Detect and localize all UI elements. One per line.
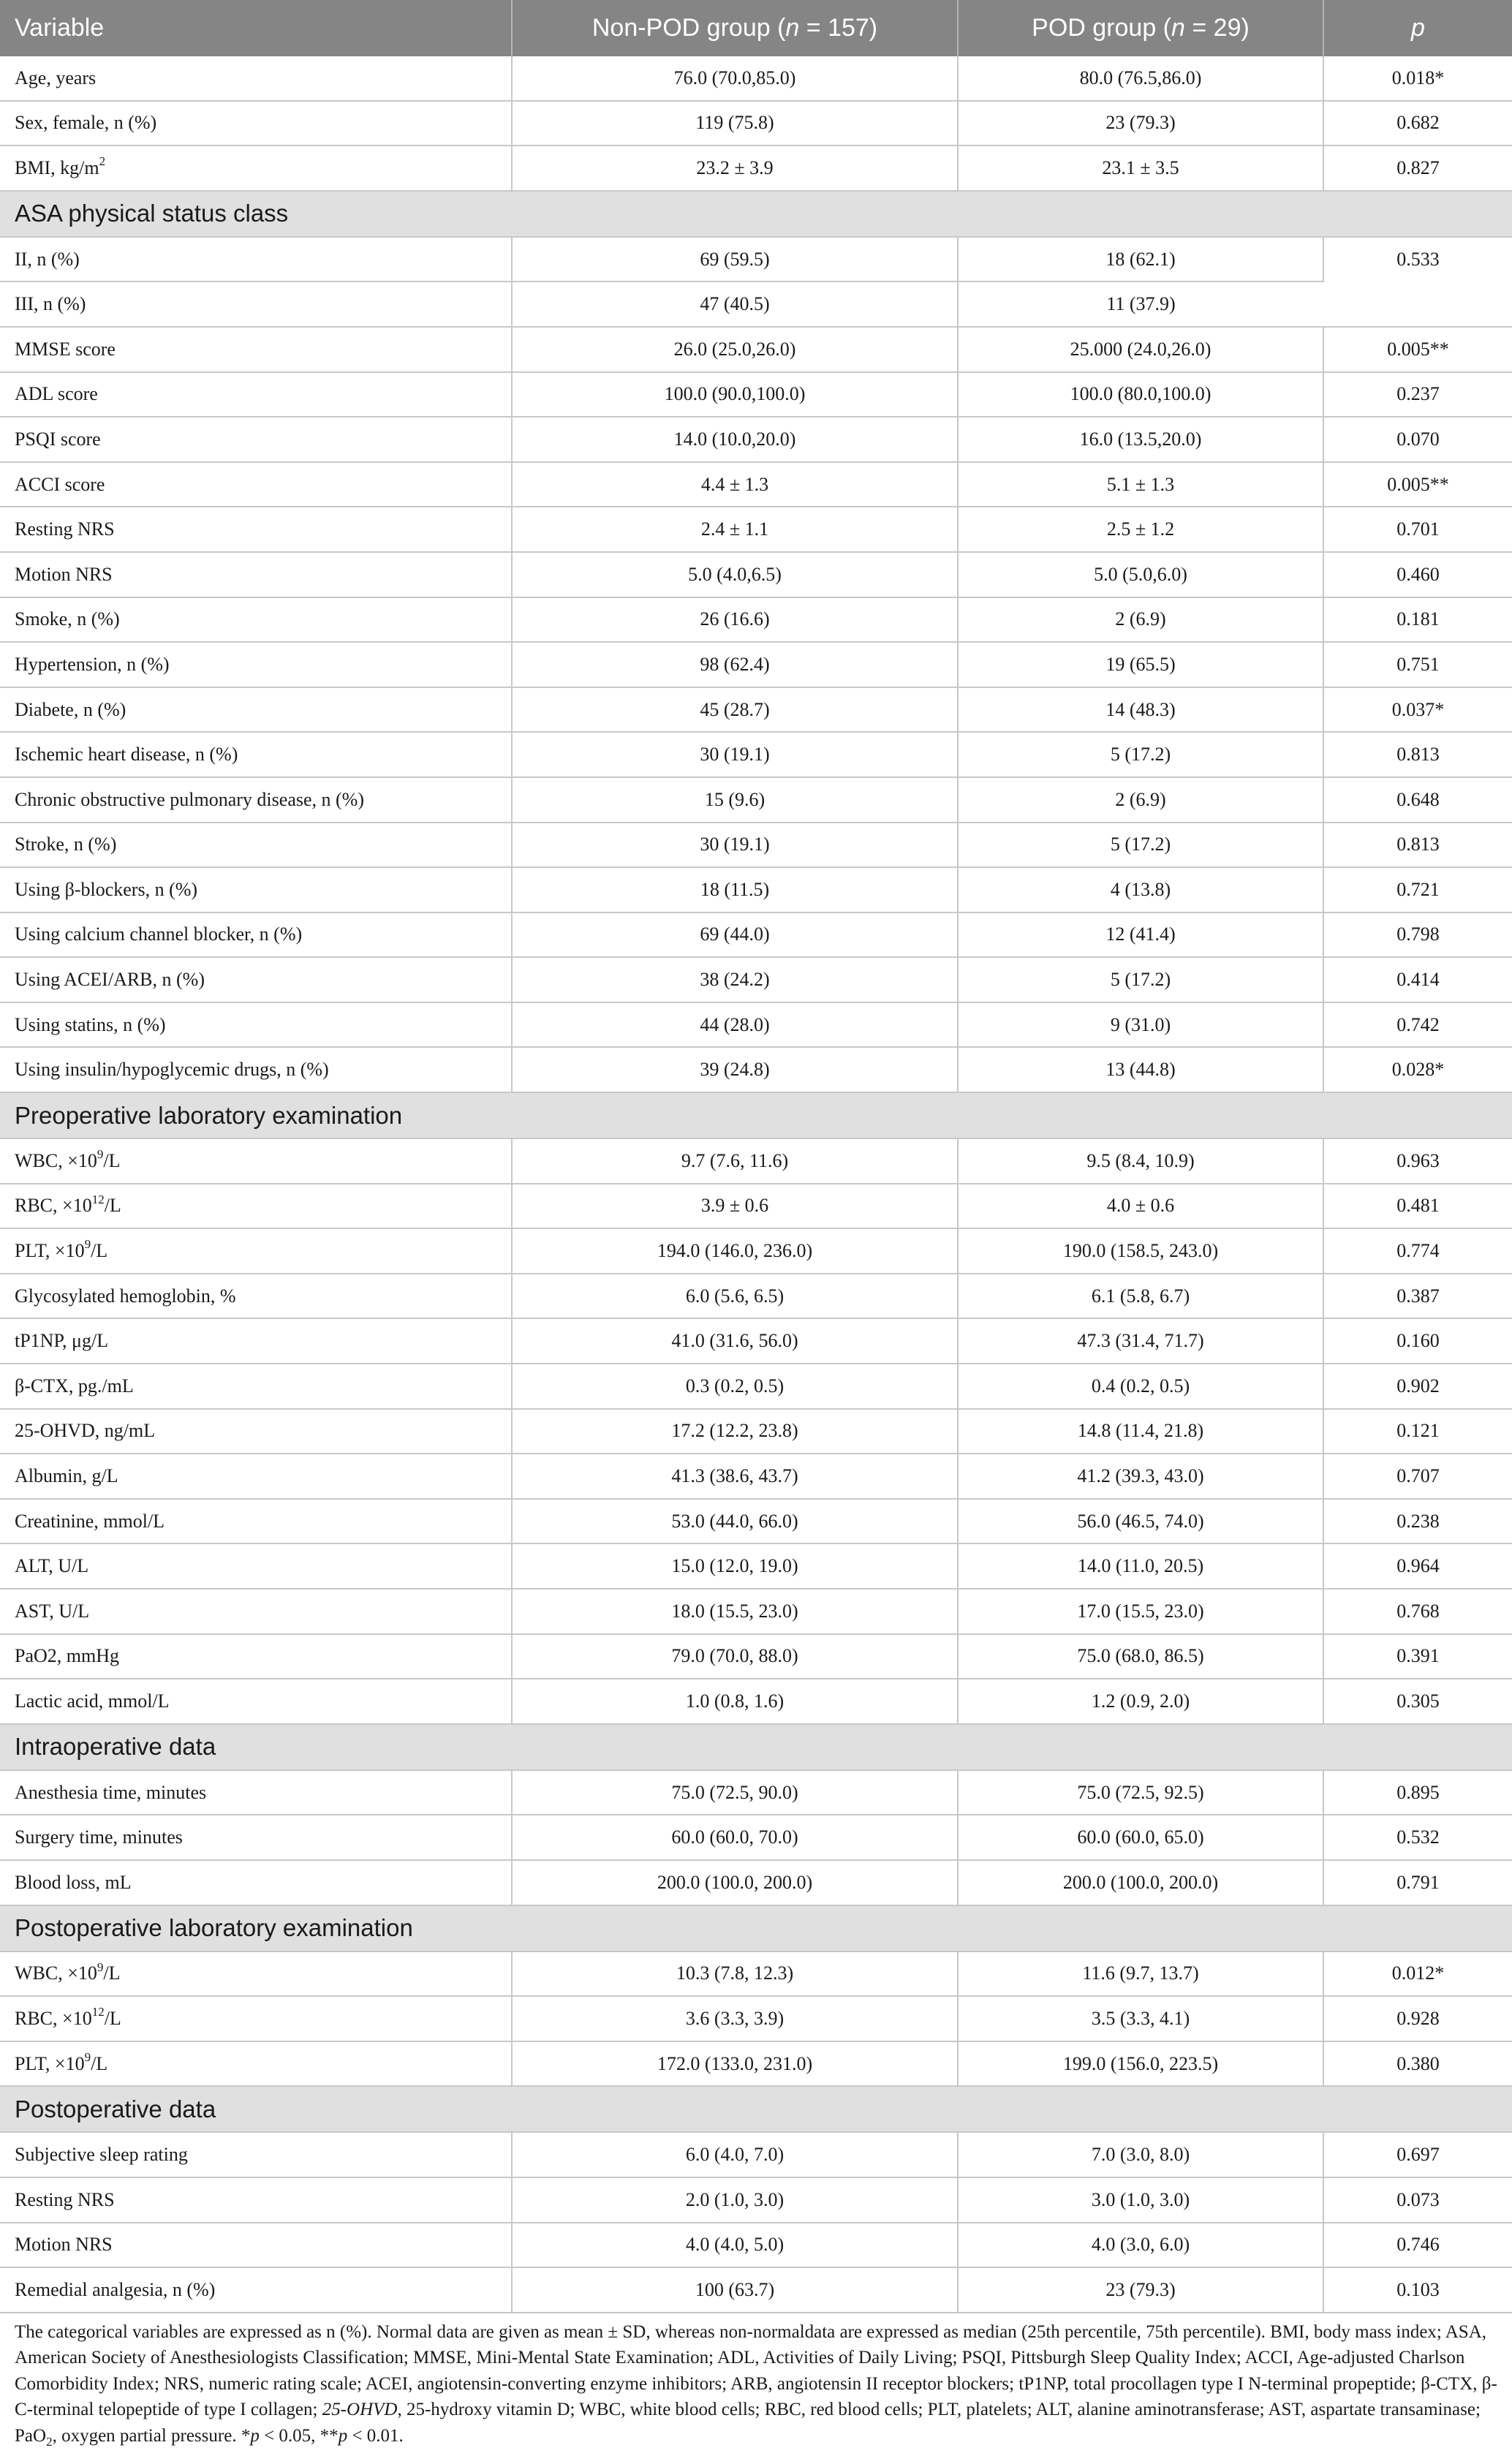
variable-cell: RBC, $\times 10^{12}/L$: [0, 1184, 512, 1229]
pod-value-cell: 60.0 (60.0, 65.0): [958, 1815, 1323, 1860]
pod-value-cell: 100.0 (80.0,100.0): [958, 372, 1323, 417]
non-pod-value-cell: 100 (63.7): [512, 2267, 958, 2313]
p-value-cell: 0.928: [1323, 1996, 1512, 2041]
table-row: [0, 372, 1512, 417]
pod-value-cell: 23 (79.3): [958, 101, 1323, 146]
p-value-cell: 0.707: [1323, 1454, 1512, 1499]
p-value-cell: 0.721: [1323, 867, 1512, 912]
p-value-cell: 0.648: [1323, 777, 1512, 823]
non-pod-value-cell: 194.0 (146.0, 236.0): [512, 1228, 958, 1274]
table-row: [0, 1138, 1512, 1184]
section-title: Postoperative laboratory examination: [0, 1905, 1512, 1951]
pod-value-cell: 3.0 (1.0, 3.0): [958, 2177, 1323, 2223]
variable-cell: Blood loss, mL: [0, 1860, 512, 1905]
non-pod-value-cell: 172.0 (133.0, 231.0): [512, 2041, 958, 2087]
non-pod-value-cell: 4.0 (4.0, 5.0): [512, 2223, 958, 2268]
non-pod-value-cell: 3.9 ± 0.6: [512, 1184, 958, 1229]
variable-cell: PSQI score: [0, 417, 512, 462]
p-value-cell: 0.028*: [1323, 1047, 1512, 1092]
p-value-cell: 0.813: [1323, 732, 1512, 777]
pod-value-cell: 11.6 (9.7, 13.7): [958, 1951, 1323, 1997]
non-pod-value-cell: 44 (28.0): [512, 1002, 958, 1048]
p-value-cell: 0.237: [1323, 372, 1512, 417]
variable-cell: Chronic obstructive pulmonary disease, n (%): [0, 777, 512, 823]
p-value-cell: 0.813: [1323, 823, 1512, 868]
p-value-cell: 0.005**: [1323, 462, 1512, 507]
variable-cell: Motion NRS: [0, 2223, 512, 2268]
variable-cell: Glycosylated hemoglobin, %: [0, 1274, 512, 1319]
table-row: [0, 507, 1512, 552]
variable-cell: Motion NRS: [0, 552, 512, 597]
table-row: [0, 867, 1512, 912]
variable-cell: Creatinine, mmol/L: [0, 1499, 512, 1544]
variable-cell: Sex, female, n (%): [0, 101, 512, 146]
variable-cell: Subjective sleep rating: [0, 2132, 512, 2177]
table-row: [0, 1274, 1512, 1319]
pod-value-cell: 5.1 ± 1.3: [958, 462, 1323, 507]
table-row: [0, 327, 1512, 372]
p-value-cell: 0.037*: [1323, 687, 1512, 733]
table-row: [0, 1409, 1512, 1454]
pod-value-cell: 5.0 (5.0,6.0): [958, 552, 1323, 597]
variable-cell: PLT, $\times 10^9/L$: [0, 2041, 512, 2087]
section-title: Postoperative data: [0, 2086, 1512, 2132]
table-row: [0, 1770, 1512, 1815]
non-pod-value-cell: 200.0 (100.0, 200.0): [512, 1860, 958, 1905]
pod-value-cell: 1.2 (0.9, 2.0): [958, 1679, 1323, 1724]
section-title: Intraoperative data: [0, 1724, 1512, 1770]
p-value-cell: 0.701: [1323, 507, 1512, 552]
pod-value-cell: 16.0 (13.5,20.0): [958, 417, 1323, 462]
non-pod-value-cell: 119 (75.8): [512, 101, 958, 146]
table-row: [0, 2041, 1512, 2087]
p-value-cell: 0.238: [1323, 1499, 1512, 1544]
variable-cell: Resting NRS: [0, 2177, 512, 2223]
variable-cell: BMI, $kg/m^2$: [0, 146, 512, 191]
table-row: [0, 1318, 1512, 1364]
pod-value-cell: 75.0 (68.0, 86.5): [958, 1634, 1323, 1679]
non-pod-value-cell: 79.0 (70.0, 88.0): [512, 1634, 958, 1679]
variable-cell: Stroke, n (%): [0, 823, 512, 868]
variable-cell: III, n (%): [0, 281, 512, 327]
section-header-row: [0, 1905, 1512, 1951]
pod-value-cell: 47.3 (31.4, 71.7): [958, 1318, 1323, 1364]
table-row: [0, 732, 1512, 777]
pod-value-cell: 13 (44.8): [958, 1047, 1323, 1092]
table-row: [0, 1364, 1512, 1409]
non-pod-value-cell: 10.3 (7.8, 12.3): [512, 1951, 958, 1997]
table-row: [0, 237, 1512, 282]
non-pod-value-cell: 38 (24.2): [512, 957, 958, 1002]
p-value-cell: 0.160: [1323, 1318, 1512, 1364]
non-pod-value-cell: 98 (62.4): [512, 642, 958, 687]
pod-value-cell: 14 (48.3): [958, 687, 1323, 733]
variable-cell: ACCI score: [0, 462, 512, 507]
table-row: [0, 146, 1512, 191]
table-row: [0, 552, 1512, 597]
variable-cell: Using calcium channel blocker, n (%): [0, 912, 512, 958]
section-title: Preoperative laboratory examination: [0, 1092, 1512, 1138]
pod-value-cell: 6.1 (5.8, 6.7): [958, 1274, 1323, 1319]
pod-value-cell: 190.0 (158.5, 243.0): [958, 1228, 1323, 1274]
variable-cell: ALT, U/L: [0, 1543, 512, 1589]
p-value-cell: 0.768: [1323, 1589, 1512, 1634]
p-value-cell: 0.798: [1323, 912, 1512, 958]
variable-cell: Age, years: [0, 56, 512, 101]
pod-value-cell: 75.0 (72.5, 92.5): [958, 1770, 1323, 1815]
p-value-cell: 0.073: [1323, 2177, 1512, 2223]
non-pod-value-cell: 6.0 (5.6, 6.5): [512, 1274, 958, 1319]
p-value-cell: 0.070: [1323, 417, 1512, 462]
p-value-cell: 0.963: [1323, 1138, 1512, 1184]
p-value-cell: 0.414: [1323, 957, 1512, 1002]
pod-value-cell: 25.000 (24.0,26.0): [958, 327, 1323, 372]
p-value-cell: 0.774: [1323, 1228, 1512, 1274]
p-value-cell: 0.305: [1323, 1679, 1512, 1724]
section-title: ASA physical status class: [0, 191, 1512, 237]
pod-value-cell: 14.0 (11.0, 20.5): [958, 1543, 1323, 1589]
table-row: [0, 2223, 1512, 2268]
pod-value-cell: 200.0 (100.0, 200.0): [958, 1860, 1323, 1905]
non-pod-value-cell: 9.7 (7.6, 11.6): [512, 1138, 958, 1184]
variable-cell: Diabete, n (%): [0, 687, 512, 733]
p-value-cell: 0.895: [1323, 1770, 1512, 1815]
table-row: [0, 1996, 1512, 2041]
non-pod-value-cell: 41.0 (31.6, 56.0): [512, 1318, 958, 1364]
table-footnote: The categorical variables are expressed as n (%). Normal data are given as mean ± SD, whereas non-normaldata are expressed as median (25th percentile, 75th percentile). BMI, body mass index; ASA, American Society of Anesthesiologists Classification; MMSE, Mini-Mental State Examination; ADL, Activities of Daily Living; PSQI, Pittsburgh Sleep Quality Index; ACCI, Age-adjusted Charlson Comorbidity Index; NRS, numeric rating scale; ACEI, angiotensin-converting enzyme inhibitors; ARB, angiotensin II receptor blockers; tP1NP, total procollagen type I N-terminal propeptide; β-CTX, β-C-terminal telopeptide of type I collagen; 25-OHVD, 25-hydroxy vitamin D; WBC, white blood cells; RBC, red blood cells; PLT, platelets; ALT, alanine aminotransferase; AST, aspartate transaminase; PaO$_2$, oxygen partial pressure. *p < 0.05, **p < 0.01.: [15, 2321, 1497, 2449]
table-row: [0, 1543, 1512, 1589]
variable-cell: Hypertension, n (%): [0, 642, 512, 687]
pod-value-cell: 41.2 (39.3, 43.0): [958, 1454, 1323, 1499]
variable-cell: Remedial analgesia, n (%): [0, 2267, 512, 2313]
non-pod-value-cell: 76.0 (70.0,85.0): [512, 56, 958, 101]
pod-value-cell: 199.0 (156.0, 223.5): [958, 2041, 1323, 2087]
variable-cell: Resting NRS: [0, 507, 512, 552]
variable-cell: Using ACEI/ARB, n (%): [0, 957, 512, 1002]
p-value-cell: 0.103: [1323, 2267, 1512, 2313]
non-pod-value-cell: 26.0 (25.0,26.0): [512, 327, 958, 372]
pod-value-cell: 2.5 ± 1.2: [958, 507, 1323, 552]
variable-cell: RBC, $\times 10^{12}/L$: [0, 1996, 512, 2041]
table-row: [0, 2132, 1512, 2177]
pod-value-cell: 7.0 (3.0, 8.0): [958, 2132, 1323, 2177]
variable-cell: tP1NP, μg/L: [0, 1318, 512, 1364]
table-row: [0, 1589, 1512, 1634]
variable-cell: Using β-blockers, n (%): [0, 867, 512, 912]
variable-cell: MMSE score: [0, 327, 512, 372]
pod-value-cell: 4 (13.8): [958, 867, 1323, 912]
variable-cell: PLT, $\times 10^9/L$: [0, 1228, 512, 1274]
pod-value-cell: 18 (62.1): [958, 237, 1323, 282]
table-row: [0, 597, 1512, 643]
p-value-cell: 0.827: [1323, 146, 1512, 191]
p-value-cell: 0.460: [1323, 552, 1512, 597]
table-row: [0, 1454, 1512, 1499]
p-value-cell: 0.387: [1323, 1274, 1512, 1319]
pod-value-cell: 5 (17.2): [958, 732, 1323, 777]
pod-value-cell: 80.0 (76.5,86.0): [958, 56, 1323, 101]
table-row: [0, 1679, 1512, 1724]
p-value-cell: 0.746: [1323, 2223, 1512, 2268]
non-pod-value-cell: 2.0 (1.0, 3.0): [512, 2177, 958, 2223]
p-value-cell: 0.697: [1323, 2132, 1512, 2177]
table-row: [0, 687, 1512, 733]
non-pod-value-cell: 15 (9.6): [512, 777, 958, 823]
table-row: [0, 1499, 1512, 1544]
non-pod-value-cell: 53.0 (44.0, 66.0): [512, 1499, 958, 1544]
p-value-cell: 0.018*: [1323, 56, 1512, 101]
non-pod-value-cell: 18.0 (15.5, 23.0): [512, 1589, 958, 1634]
p-value-cell: 0.005**: [1323, 327, 1512, 372]
p-value-cell: 0.791: [1323, 1860, 1512, 1905]
table-row: [0, 1047, 1512, 1092]
non-pod-value-cell: 100.0 (90.0,100.0): [512, 372, 958, 417]
table-row: [0, 281, 1512, 327]
table-row: [0, 1002, 1512, 1048]
header-row: [0, 0, 1512, 56]
pod-value-cell: 5 (17.2): [958, 957, 1323, 1002]
table-row: [0, 1228, 1512, 1274]
non-pod-value-cell: 47 (40.5): [512, 281, 958, 327]
section-header-row: [0, 2086, 1512, 2132]
non-pod-value-cell: 4.4 ± 1.3: [512, 462, 958, 507]
variable-cell: ADL score: [0, 372, 512, 417]
header-non-pod: Non-POD group (n = 157): [512, 0, 958, 56]
variable-cell: AST, U/L: [0, 1589, 512, 1634]
variable-cell: Using insulin/hypoglycemic drugs, n (%): [0, 1047, 512, 1092]
table-row: [0, 642, 1512, 687]
table-row: [0, 56, 1512, 101]
variable-cell: Smoke, n (%): [0, 597, 512, 643]
pod-value-cell: 23.1 ± 3.5: [958, 146, 1323, 191]
table-row: [0, 101, 1512, 146]
non-pod-value-cell: 26 (16.6): [512, 597, 958, 643]
p-value-cell: 0.751: [1323, 642, 1512, 687]
table-row: [0, 1634, 1512, 1679]
pod-value-cell: 5 (17.2): [958, 823, 1323, 868]
table-row: [0, 823, 1512, 868]
variable-cell: Ischemic heart disease, n (%): [0, 732, 512, 777]
pod-value-cell: 9.5 (8.4, 10.9): [958, 1138, 1323, 1184]
p-value-cell: 0.682: [1323, 101, 1512, 146]
p-value-cell: 0.391: [1323, 1634, 1512, 1679]
non-pod-value-cell: 23.2 ± 3.9: [512, 146, 958, 191]
section-header-row: [0, 1092, 1512, 1138]
header-variable: Variable: [0, 0, 512, 56]
variable-cell: Albumin, g/L: [0, 1454, 512, 1499]
variable-cell: II, n (%): [0, 237, 512, 282]
pod-value-cell: 56.0 (46.5, 74.0): [958, 1499, 1323, 1544]
pod-value-cell: 19 (65.5): [958, 642, 1323, 687]
pod-value-cell: 23 (79.3): [958, 2267, 1323, 2313]
non-pod-value-cell: 69 (44.0): [512, 912, 958, 958]
section-header-row: [0, 191, 1512, 237]
non-pod-value-cell: 69 (59.5): [512, 237, 958, 282]
section-header-row: [0, 1724, 1512, 1770]
p-value-cell: 0.481: [1323, 1184, 1512, 1229]
non-pod-value-cell: 75.0 (72.5, 90.0): [512, 1770, 958, 1815]
table-row: [0, 1860, 1512, 1905]
table-row: [0, 2267, 1512, 2313]
non-pod-value-cell: 18 (11.5): [512, 867, 958, 912]
variable-cell: 25-OHVD, ng/mL: [0, 1409, 512, 1454]
pod-value-cell: 14.8 (11.4, 21.8): [958, 1409, 1323, 1454]
non-pod-value-cell: 14.0 (10.0,20.0): [512, 417, 958, 462]
non-pod-value-cell: 30 (19.1): [512, 823, 958, 868]
non-pod-value-cell: 17.2 (12.2, 23.8): [512, 1409, 958, 1454]
non-pod-value-cell: 30 (19.1): [512, 732, 958, 777]
header-pod: POD group (n = 29): [958, 0, 1323, 56]
p-value-cell: 0.742: [1323, 1002, 1512, 1048]
non-pod-value-cell: 15.0 (12.0, 19.0): [512, 1543, 958, 1589]
p-value-cell: 0.532: [1323, 1815, 1512, 1860]
pod-value-cell: 17.0 (15.5, 23.0): [958, 1589, 1323, 1634]
variable-cell: Using statins, n (%): [0, 1002, 512, 1048]
pod-value-cell: 2 (6.9): [958, 597, 1323, 643]
pod-value-cell: 4.0 (3.0, 6.0): [958, 2223, 1323, 2268]
non-pod-value-cell: 45 (28.7): [512, 687, 958, 733]
non-pod-value-cell: 1.0 (0.8, 1.6): [512, 1679, 958, 1724]
pod-value-cell: 0.4 (0.2, 0.5): [958, 1364, 1323, 1409]
p-value-cell: 0.380: [1323, 2041, 1512, 2087]
variable-cell: PaO2, mmHg: [0, 1634, 512, 1679]
table-row: [0, 2177, 1512, 2223]
pod-value-cell: 12 (41.4): [958, 912, 1323, 958]
non-pod-value-cell: 41.3 (38.6, 43.7): [512, 1454, 958, 1499]
pod-value-cell: 9 (31.0): [958, 1002, 1323, 1048]
p-value-cell: 0.181: [1323, 597, 1512, 643]
non-pod-value-cell: 60.0 (60.0, 70.0): [512, 1815, 958, 1860]
non-pod-value-cell: 0.3 (0.2, 0.5): [512, 1364, 958, 1409]
variable-cell: WBC, $\times 10^9/L$: [0, 1951, 512, 1997]
table-row: [0, 1951, 1512, 1997]
variable-cell: Surgery time, minutes: [0, 1815, 512, 1860]
non-pod-value-cell: 2.4 ± 1.1: [512, 507, 958, 552]
non-pod-value-cell: 5.0 (4.0,6.5): [512, 552, 958, 597]
non-pod-value-cell: 6.0 (4.0, 7.0): [512, 2132, 958, 2177]
pod-value-cell: 11 (37.9): [958, 281, 1323, 327]
table-row: [0, 1184, 1512, 1229]
table-body: [0, 56, 1512, 2313]
table-row: [0, 912, 1512, 958]
variable-cell: β-CTX, pg./mL: [0, 1364, 512, 1409]
table-row: [0, 777, 1512, 823]
variable-cell: Lactic acid, mmol/L: [0, 1679, 512, 1724]
variable-cell: WBC, $\times 10^9/L$: [0, 1138, 512, 1184]
pod-value-cell: 2 (6.9): [958, 777, 1323, 823]
header-p: p: [1323, 0, 1512, 56]
pod-value-cell: 3.5 (3.3, 4.1): [958, 1996, 1323, 2041]
p-value-cell: 0.964: [1323, 1543, 1512, 1589]
table-row: [0, 462, 1512, 507]
p-value-cell: 0.533: [1323, 237, 1512, 327]
p-value-cell: 0.012*: [1323, 1951, 1512, 1997]
non-pod-value-cell: 3.6 (3.3, 3.9): [512, 1996, 958, 2041]
pod-value-cell: 4.0 ± 0.6: [958, 1184, 1323, 1229]
non-pod-value-cell: 39 (24.8): [512, 1047, 958, 1092]
table-row: [0, 957, 1512, 1002]
variable-cell: Anesthesia time, minutes: [0, 1770, 512, 1815]
p-value-cell: 0.902: [1323, 1364, 1512, 1409]
p-value-cell: 0.121: [1323, 1409, 1512, 1454]
table-row: [0, 417, 1512, 462]
table-row: [0, 1815, 1512, 1860]
